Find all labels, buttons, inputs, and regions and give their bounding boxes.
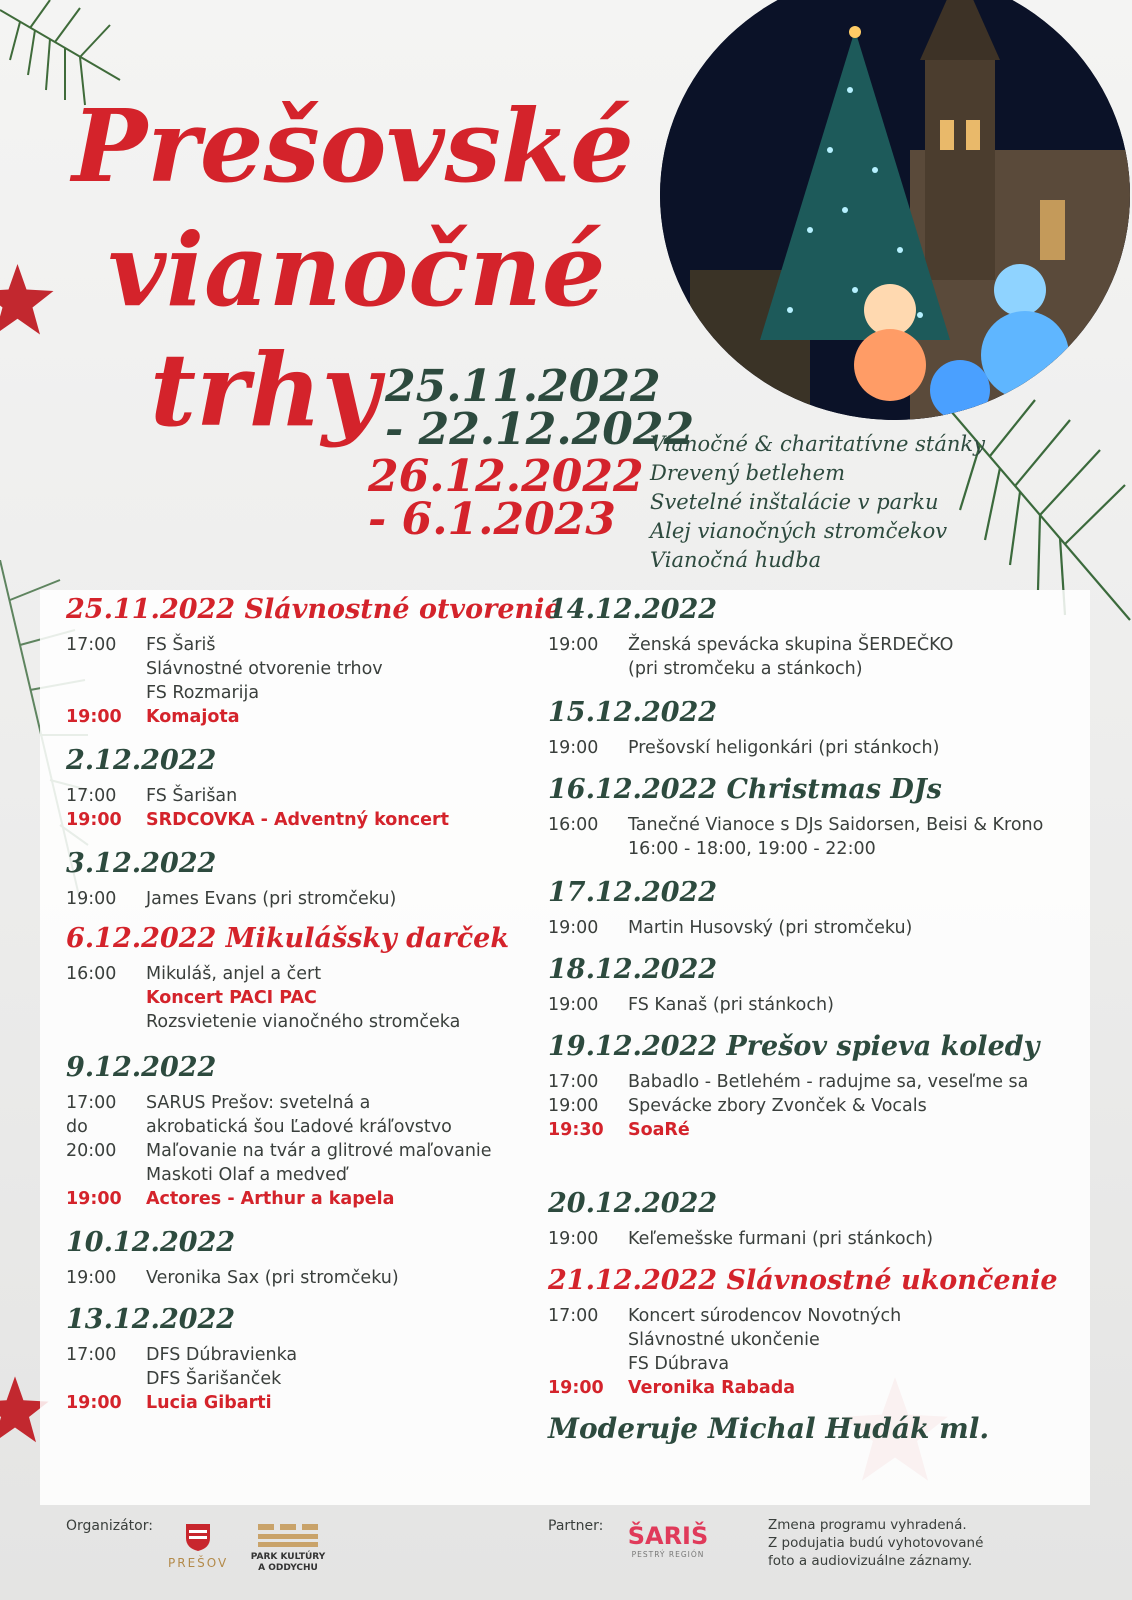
program-row xyxy=(66,1010,516,1034)
day-heading: 17.12.2022 xyxy=(548,877,718,908)
program-day xyxy=(66,745,516,832)
program-row xyxy=(548,916,1088,940)
program-event: FS Kanaš (pri stánkoch) xyxy=(628,995,834,1015)
program-row xyxy=(548,813,1088,837)
program-row xyxy=(548,1328,1088,1352)
program-row xyxy=(548,1094,1088,1118)
note-line: foto a audiovizuálne záznamy. xyxy=(768,1553,973,1569)
program-event: Slávnostné ukončenie xyxy=(628,1330,820,1350)
program-event: Actores - Arthur a kapela xyxy=(146,1189,395,1209)
park-kultury-logo xyxy=(246,1522,330,1574)
program-event: Maskoti Olaf a medveď xyxy=(146,1165,347,1185)
park-logo-text-1: PARK KULTÚRY xyxy=(250,1552,326,1562)
program-time xyxy=(66,1163,146,1187)
program-event: Keľemešske furmani (pri stánkoch) xyxy=(628,1229,934,1249)
program-row xyxy=(66,1266,516,1290)
program-row xyxy=(66,887,516,911)
feature-list xyxy=(650,430,985,575)
program-event: Martin Husovský (pri stromčeku) xyxy=(628,918,913,938)
program-panel xyxy=(40,590,1090,1505)
program-time: 19:00 xyxy=(66,1189,122,1209)
program-row xyxy=(66,1343,516,1367)
feature-item: Vianočné & charitatívne stánky xyxy=(650,432,985,456)
day-heading: 9.12.2022 xyxy=(66,1052,217,1083)
date-range-2-start: 26.12.2022 xyxy=(368,451,644,502)
day-heading: 18.12.2022 xyxy=(548,954,718,985)
program-day xyxy=(548,954,1088,1017)
program-time: 17:00 xyxy=(66,1345,117,1365)
day-heading: 14.12.2022 xyxy=(548,594,718,625)
program-event: FS Šariš xyxy=(146,635,216,655)
program-time xyxy=(548,1352,628,1376)
program-time: 19:00 xyxy=(66,889,117,909)
program-day xyxy=(548,774,1088,861)
program-row xyxy=(66,1115,516,1139)
program-time: 19:00 xyxy=(548,738,599,758)
program-event: SoaRé xyxy=(628,1120,690,1140)
program-row xyxy=(548,1304,1088,1328)
program-row xyxy=(548,1070,1088,1094)
program-note xyxy=(768,1516,983,1570)
program-event: Lucia Gibarti xyxy=(146,1393,272,1413)
program-row xyxy=(548,1227,1088,1251)
program-event: DFS Šarišanček xyxy=(146,1369,282,1389)
program-day xyxy=(66,1227,516,1290)
program-event: (pri stromčeku a stánkoch) xyxy=(628,659,863,679)
program-event: Veronika Sax (pri stromčeku) xyxy=(146,1268,399,1288)
program-time xyxy=(66,986,146,1010)
program-time xyxy=(548,657,628,681)
program-row xyxy=(66,1139,516,1163)
program-event: Babadlo - Betlehém - radujme sa, veseľme sa xyxy=(628,1072,1029,1092)
program-time: 17:00 xyxy=(548,1306,599,1326)
program-event: SARUS Prešov: svetelná a xyxy=(146,1093,371,1113)
program-time: 17:00 xyxy=(66,1093,117,1113)
day-heading: 15.12.2022 xyxy=(548,697,718,728)
program-time: 19:00 xyxy=(66,1393,122,1413)
program-row xyxy=(66,681,516,705)
moderator-text: Moderuje Michal Hudák ml. xyxy=(548,1412,990,1445)
program-time: 19:00 xyxy=(548,1096,599,1116)
program-event: FS Šarišan xyxy=(146,786,238,806)
program-row xyxy=(66,986,516,1010)
program-event: Prešovskí heligonkári (pri stánkoch) xyxy=(628,738,940,758)
program-row xyxy=(548,1376,1088,1400)
program-time xyxy=(548,1328,628,1352)
day-heading: 19.12.2022 Prešov spieva koledy xyxy=(548,1031,1040,1062)
program-row xyxy=(548,837,1088,861)
saris-logo xyxy=(624,1522,712,1559)
day-heading: 2.12.2022 xyxy=(66,745,217,776)
day-heading: 16.12.2022 Christmas DJs xyxy=(548,774,942,805)
program-time: 16:00 xyxy=(548,815,599,835)
partner-label: Partner: xyxy=(548,1518,604,1534)
program-time: 19:00 xyxy=(548,1378,604,1398)
program-event: Rozsvietenie vianočného stromčeka xyxy=(146,1012,461,1032)
program-day xyxy=(548,594,1088,681)
program-event: Komajota xyxy=(146,707,240,727)
program-event: Koncert súrodencov Novotných xyxy=(628,1306,902,1326)
title-line-1: Prešovské xyxy=(72,87,634,205)
program-left-column xyxy=(66,594,562,1425)
program-day xyxy=(66,848,516,911)
park-logo-text-2: A ODDYCHU xyxy=(258,1563,318,1573)
program-time: 19:00 xyxy=(66,707,122,727)
day-heading: 20.12.2022 xyxy=(548,1188,718,1219)
program-time: 16:00 xyxy=(66,964,117,984)
program-row xyxy=(66,657,516,681)
program-time xyxy=(66,657,146,681)
program-time: 19:00 xyxy=(548,635,599,655)
day-heading: 10.12.2022 xyxy=(66,1227,236,1258)
day-heading: 3.12.2022 xyxy=(66,848,217,879)
program-row xyxy=(66,705,516,729)
program-event: Veronika Rabada xyxy=(628,1378,796,1398)
day-heading: 25.11.2022 Slávnostné otvorenie xyxy=(66,594,562,625)
christmas-tree-photo xyxy=(660,0,1130,420)
title-line-3: trhy xyxy=(150,331,380,449)
program-time xyxy=(66,1010,146,1034)
program-row xyxy=(66,633,516,657)
program-time xyxy=(66,1367,146,1391)
organizer-label: Organizátor: xyxy=(66,1518,153,1534)
program-right-column xyxy=(548,594,1088,1445)
day-heading: 6.12.2022 Mikulášsky darček xyxy=(66,923,510,954)
program-time: 17:00 xyxy=(66,786,117,806)
day-heading: 13.12.2022 xyxy=(66,1304,236,1335)
program-event: 16:00 - 18:00, 19:00 - 22:00 xyxy=(628,839,876,859)
program-row xyxy=(548,1352,1088,1376)
program-day xyxy=(66,594,562,729)
date-range-1-end: - 22.12.2022 xyxy=(385,404,695,455)
program-row xyxy=(66,1163,516,1187)
feature-item: Svetelné inštalácie v parku xyxy=(650,490,939,514)
program-event: Ženská spevácka skupina ŠERDEČKO xyxy=(628,635,954,655)
program-row xyxy=(66,808,516,832)
program-time: 19:00 xyxy=(548,918,599,938)
program-time: 19:00 xyxy=(66,810,122,830)
program-event: DFS Dúbravienka xyxy=(146,1345,298,1365)
program-time: 19:00 xyxy=(66,1268,117,1288)
program-row xyxy=(548,736,1088,760)
feature-item: Vianočná hudba xyxy=(650,548,822,572)
note-line: Zmena programu vyhradená. xyxy=(768,1517,967,1533)
program-event: FS Dúbrava xyxy=(628,1354,730,1374)
program-day xyxy=(66,1304,516,1415)
feature-item: Drevený betlehem xyxy=(650,461,845,485)
program-time xyxy=(548,837,628,861)
note-line: Z podujatia budú vyhotovované xyxy=(768,1535,984,1551)
program-time: 20:00 xyxy=(66,1141,117,1161)
presov-logo xyxy=(168,1522,228,1570)
program-day xyxy=(548,1265,1088,1400)
program-row xyxy=(66,1187,516,1211)
program-day xyxy=(548,1188,1088,1251)
program-row xyxy=(66,1091,516,1115)
program-time: do xyxy=(66,1117,88,1137)
program-row xyxy=(548,657,1088,681)
park-logo-icon xyxy=(258,1522,318,1548)
program-day xyxy=(548,697,1088,760)
program-event: SRDCOVKA - Adventný koncert xyxy=(146,810,449,830)
program-day xyxy=(548,1031,1088,1142)
program-time: 19:00 xyxy=(548,995,599,1015)
feature-item: Alej vianočných stromčekov xyxy=(650,519,948,543)
program-event: Slávnostné otvorenie trhov xyxy=(146,659,383,679)
day-heading: 21.12.2022 Slávnostné ukončenie xyxy=(548,1265,1058,1296)
presov-logo-text: PREŠOV xyxy=(168,1556,229,1570)
program-event: Tanečné Vianoce s DJs Saidorsen, Beisi & Krono xyxy=(628,815,1044,835)
program-row xyxy=(548,993,1088,1017)
program-row xyxy=(548,633,1088,657)
date-range-2-end: - 6.1.2023 xyxy=(368,494,616,545)
presov-crest-icon xyxy=(184,1522,212,1552)
program-event: Mikuláš, anjel a čert xyxy=(146,964,322,984)
program-day xyxy=(66,923,516,1034)
program-time: 19:30 xyxy=(548,1120,604,1140)
program-day xyxy=(548,877,1088,940)
program-row xyxy=(66,784,516,808)
program-day xyxy=(66,1052,516,1211)
red-star-decoration xyxy=(0,245,55,355)
program-time: 19:00 xyxy=(548,1229,599,1249)
program-row xyxy=(66,962,516,986)
program-event: Koncert PACI PAC xyxy=(146,988,317,1008)
saris-logo-text: ŠARIŠ xyxy=(627,1522,709,1550)
program-event: akrobatická šou Ľadové kráľovstvo xyxy=(146,1117,452,1137)
program-time xyxy=(66,681,146,705)
program-event: Maľovanie na tvár a glitrové maľovanie xyxy=(146,1141,492,1161)
saris-tagline: PESTRÝ REGIÓN xyxy=(631,1550,705,1559)
program-time: 17:00 xyxy=(66,635,117,655)
program-row xyxy=(66,1391,516,1415)
title-line-2: vianočné xyxy=(108,211,606,329)
program-row xyxy=(548,1118,1088,1142)
program-event: James Evans (pri stromčeku) xyxy=(146,889,397,909)
program-time: 17:00 xyxy=(548,1072,599,1092)
program-event: Spevácke zbory Zvonček & Vocals xyxy=(628,1096,927,1116)
program-row xyxy=(66,1367,516,1391)
program-event: FS Rozmarija xyxy=(146,683,260,703)
date-range-1-start: 25.11.2022 xyxy=(385,361,661,412)
